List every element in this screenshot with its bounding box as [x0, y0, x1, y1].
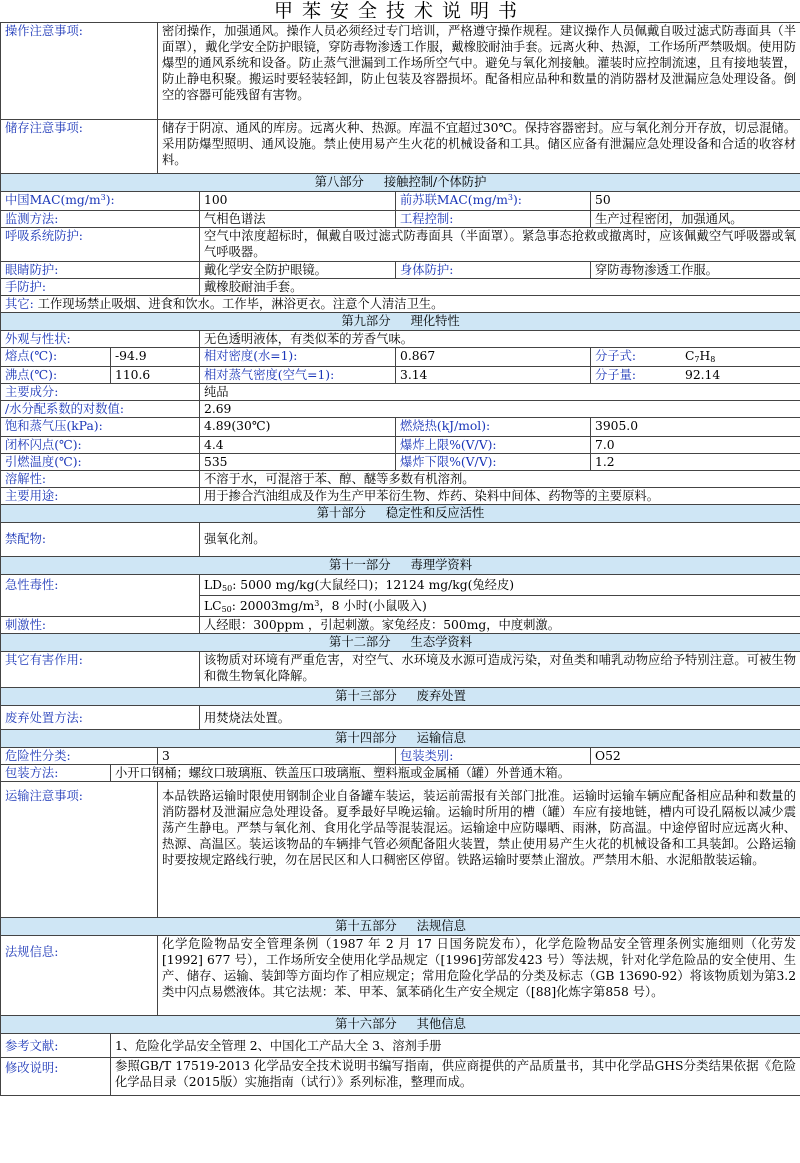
- rel-density-label: 相对密度(水=1):: [200, 348, 396, 367]
- rev-row: [1, 1058, 800, 1096]
- section-10-header: [1, 505, 800, 523]
- mac-row: [1, 192, 800, 211]
- autoign-value: 535: [200, 454, 396, 471]
- rev-label: 修改说明:: [1, 1058, 111, 1096]
- composition-row: [1, 384, 800, 401]
- reg-value: 化学危险物品安全管理条例（1987 年 2 月 17 日国务院发布），化学危险物品安全管理条例实施细则（化劳发[1992] 677 号），工作场所安全使用化学品规定（[1996]劳部发423 号）等法规，针对化学危险品的安全使用、生产、储存、运输、装卸等方面均作了相应规定；常用危险化学品的分类及标志（GB 13690-92）将该物质划为第3.2 类中闪点易燃液体。其它法规：苯、甲苯、氯苯硝化生产安全规定（[88]化炼字第858 号）。: [158, 936, 800, 1016]
- uses-row: [1, 488, 800, 505]
- mw-label: 分子量:: [595, 368, 637, 382]
- transport-value: 本品铁路运输时限使用钢制企业自备罐车装运，装运前需报有关部门批准。运输时运输车辆应配备相应品种和数量的消防器材及泄漏应急处理设备。夏季最好早晚运输。运输时所用的槽（罐）车应有接地链，槽内可设孔隔板以减少震荡产生静电。严禁与氧化剂、食用化学品等混装混运。运输途中应防曝晒、雨淋，防高温。中途停留时应远离火种、热源、高温区。装运该物品的车辆排气管必须配备阻火装置，禁止使用易产生火花的机械设备和工具装卸。公路运输时要按规定路线行驶，勿在居民区和人口稠密区停留。铁路运输时要禁止溜放。严禁用木船、水泥船散装运输。: [158, 782, 800, 918]
- monitor-value: 气相色谱法: [200, 211, 396, 228]
- storage-row: [1, 120, 800, 174]
- disposal-label: 废弃处置方法:: [1, 706, 200, 730]
- body-value: 穿防毒物渗透工作服。: [591, 262, 800, 279]
- section-11-part: 第十一部分: [329, 558, 391, 572]
- respiratory-row: [1, 228, 800, 262]
- ld50-row: [1, 575, 800, 596]
- heat-label: 燃烧热(kJ/mol):: [396, 418, 591, 437]
- hand-label: 手防护:: [1, 279, 200, 296]
- section-16-title: 其他信息: [416, 1017, 466, 1031]
- rel-density-value: 0.867: [396, 348, 591, 367]
- formula-value: $C_7H_8$: [685, 349, 716, 364]
- section-12-part: 第十二部分: [329, 635, 391, 649]
- handling-text: 密闭操作，加强通风。操作人员必须经过专门培训，严格遵守操作规程。建议操作人员佩戴自吸过滤式防毒面具（半面罩），戴化学安全防护眼镜，穿防毒物渗透工作服，戴橡胶耐油手套。远离火种、热源，工作场所严禁吸烟。使用防爆型的通风系统和设备。防止蒸气泄漏到工作场所空气中。避免与氧化剂接触。灌装时应控制流速，且有接地装置，防止静电积聚。搬运时要轻装轻卸，防止包装及容器损坏。配备相应品种和数量的消防器材及泄漏应急处理设备。倒空的容器可能残留有害物。: [158, 23, 800, 120]
- section-14-part: 第十四部分: [335, 731, 397, 745]
- method-value: 小开口钢桶；螺纹口玻璃瓶、铁盖压口玻璃瓶、塑料瓶或金属桶（罐）外普通木箱。: [111, 765, 800, 782]
- ussr-mac-value: 50: [591, 192, 800, 211]
- bp-value: 110.6: [111, 367, 200, 384]
- solubility-label: 溶解性:: [1, 471, 200, 488]
- flash-value: 4.4: [200, 437, 396, 454]
- ref-label: 参考文献:: [1, 1034, 111, 1058]
- appearance-value: 无色透明液体，有类似苯的芳香气味。: [200, 331, 800, 348]
- mw-value: 92.14: [685, 368, 721, 382]
- ussr-mac-label: 前苏联$MAC(mg/m^3)$:: [396, 192, 591, 211]
- incompat-value: 强氧化剂。: [200, 523, 800, 557]
- uses-value: 用于掺合汽油组成及作为生产甲苯衍生物、炸药、染料中间体、药物等的主要原料。: [200, 488, 800, 505]
- section-14-title: 运输信息: [416, 731, 466, 745]
- pack-value: O52: [591, 748, 800, 765]
- solubility-value: 不溶于水，可混溶于苯、醇、醚等多数有机溶剂。: [200, 471, 800, 488]
- logp-row: [1, 401, 800, 418]
- lel-value: 1.2: [591, 454, 800, 471]
- autoign-label: 引燃温度(℃):: [1, 454, 200, 471]
- vp-label: 饱和蒸气压(kPa):: [1, 418, 200, 437]
- method-row: [1, 765, 800, 782]
- body-label: 身体防护:: [396, 262, 591, 279]
- reg-row: [1, 936, 800, 1016]
- incompat-label: 禁配物:: [1, 523, 200, 557]
- respiratory-value: 空气中浓度超标时，佩戴自吸过滤式防毒面具（半面罩）。紧急事态抢救或撤离时，应该佩戴空气呼吸器或氧气呼吸器。: [200, 228, 800, 262]
- document-title: 甲苯安全技术说明书: [273, 0, 526, 22]
- monitor-row: [1, 211, 800, 228]
- disposal-value: 用焚烧法处置。: [200, 706, 800, 730]
- composition-value: 纯品: [200, 384, 800, 401]
- class-label: 危险性分类:: [1, 748, 158, 765]
- appearance-label: 外观与性状:: [1, 331, 200, 348]
- other-row: [1, 296, 800, 313]
- formula-cell: [591, 348, 800, 367]
- section-9-title: 理化特性: [410, 314, 460, 328]
- section-15-header: [1, 918, 800, 936]
- section-15-part: 第十五部分: [335, 919, 397, 933]
- incompat-row: [1, 523, 800, 557]
- eye-label: 眼睛防护:: [1, 262, 200, 279]
- transport-label: 运输注意事项:: [1, 782, 158, 918]
- hand-value: 戴橡胶耐油手套。: [200, 279, 800, 296]
- eco-row: [1, 652, 800, 688]
- uel-value: 7.0: [591, 437, 800, 454]
- method-label: 包装方法:: [1, 765, 111, 782]
- flash-label: 闭杯闪点(℃):: [1, 437, 200, 454]
- section-8-part: 第八部分: [314, 175, 364, 189]
- hand-row: [1, 279, 800, 296]
- section-12-title: 生态学资料: [410, 635, 473, 649]
- mac-value: 100: [200, 192, 396, 211]
- engineering-value: 生产过程密闭，加强通风。: [591, 211, 800, 228]
- solubility-row: [1, 471, 800, 488]
- section-11-header: [1, 557, 800, 575]
- section-13-title: 废弃处置: [416, 689, 466, 703]
- vapor-density-value: 3.14: [396, 367, 591, 384]
- irritation-value: 人经眼：300ppm ，引起刺激。家兔经皮：500mg，中度刺激。: [200, 617, 800, 634]
- section-10-part: 第十部分: [316, 506, 366, 520]
- other-value: 工作现场禁止吸烟、进食和饮水。工作毕，淋浴更衣。注意个人清洁卫生。: [37, 297, 444, 311]
- uses-label: 主要用途:: [1, 488, 200, 505]
- class-value: 3: [158, 748, 396, 765]
- mp-value: -94.9: [111, 348, 200, 367]
- rev-value: 参照GB/T 17519-2013 化学品安全技术说明书编写指南，供应商提供的产品质量书，其中化学品GHS分类结果依据《危险化学品目录（2015版）实施指南（试行）》系列标准，整理而成。: [111, 1058, 800, 1096]
- bp-row: [1, 367, 800, 384]
- section-12-header: [1, 634, 800, 652]
- acute-label: 急性毒性:: [1, 575, 200, 617]
- engineering-label: 工程控制:: [396, 211, 591, 228]
- flash-row: [1, 437, 800, 454]
- section-9-header: [1, 313, 800, 331]
- storage-label: 储存注意事项:: [1, 120, 158, 174]
- ref-row: [1, 1034, 800, 1058]
- heat-value: 3905.0: [591, 418, 800, 437]
- eco-label: 其它有害作用:: [1, 652, 200, 688]
- other-cell: [1, 296, 800, 313]
- logp-value: 2.69: [200, 401, 800, 418]
- ref-value: 1、危险化学品安全管理 2、中国化工产品大全 3、溶剂手册: [111, 1034, 800, 1058]
- handling-row: [1, 23, 800, 120]
- eco-value: 该物质对环境有严重危害，对空气、水环境及水源可造成污染，对鱼类和哺乳动物应给予特别注意。可被生物和微生物氧化降解。: [200, 652, 800, 688]
- storage-text: 储存于阴凉、通风的库房。远离火种、热源。库温不宜超过30℃。保持容器密封。应与氧化剂分开存放，切忌混储。采用防爆型照明、通风设施。禁止使用易产生火花的机械设备和工具。储区应备有泄漏应急处理设备和合适的收容材料。: [158, 120, 800, 174]
- mw-cell: [591, 367, 800, 384]
- section-8-header: [1, 174, 800, 192]
- section-13-part: 第十三部分: [335, 689, 397, 703]
- other-label: 其它:: [5, 297, 34, 311]
- section-14-header: [1, 730, 800, 748]
- formula-label: 分子式:: [595, 349, 637, 363]
- handling-label: 操作注意事项:: [1, 23, 158, 120]
- logp-label: /水分配系数的对数值:: [1, 401, 200, 418]
- uel-label: 爆炸上限%(V/V):: [396, 437, 591, 454]
- autoign-row: [1, 454, 800, 471]
- section-11-title: 毒理学资料: [410, 558, 473, 572]
- section-10-title: 稳定性和反应活性: [385, 506, 485, 520]
- disposal-row: [1, 706, 800, 730]
- section-15-title: 法规信息: [416, 919, 466, 933]
- vp-value: 4.89(30℃): [200, 418, 396, 437]
- respiratory-label: 呼吸系统防护:: [1, 228, 200, 262]
- pack-label: 包装类别:: [396, 748, 591, 765]
- lc50-value: $LC_{50}$: $20003mg/m^3$，8 小时(小鼠吸入): [200, 596, 800, 617]
- reg-label: 法规信息:: [1, 936, 158, 1016]
- mp-label: 熔点(℃):: [1, 348, 111, 367]
- mp-row: [1, 348, 800, 367]
- vp-row: [1, 418, 800, 437]
- lel-label: 爆炸下限%(V/V):: [396, 454, 591, 471]
- irritation-label: 刺激性:: [1, 617, 200, 634]
- mac-label: 中国$MAC(mg/m^3)$:: [1, 192, 200, 211]
- monitor-label: 监测方法:: [1, 211, 200, 228]
- section-13-header: [1, 688, 800, 706]
- section-8-title: 接触控制/个体防护: [383, 175, 487, 189]
- section-16-part: 第十六部分: [335, 1017, 397, 1031]
- transport-row: [1, 782, 800, 918]
- composition-label: 主要成分:: [1, 384, 200, 401]
- section-9-part: 第九部分: [341, 314, 391, 328]
- appearance-row: [1, 331, 800, 348]
- irritation-row: [1, 617, 800, 634]
- section-16-header: [1, 1016, 800, 1034]
- vapor-density-label: 相对蒸气密度(空气=1):: [200, 367, 396, 384]
- class-row: [1, 748, 800, 765]
- sds-table: [0, 22, 800, 1096]
- ld50-value: $LD_{50}$: 5000 mg/kg(大鼠经口)；12124 mg/kg(兔经皮): [200, 575, 800, 596]
- bp-label: 沸点(℃):: [1, 367, 111, 384]
- eye-row: [1, 262, 800, 279]
- eye-value: 戴化学安全防护眼镜。: [200, 262, 396, 279]
